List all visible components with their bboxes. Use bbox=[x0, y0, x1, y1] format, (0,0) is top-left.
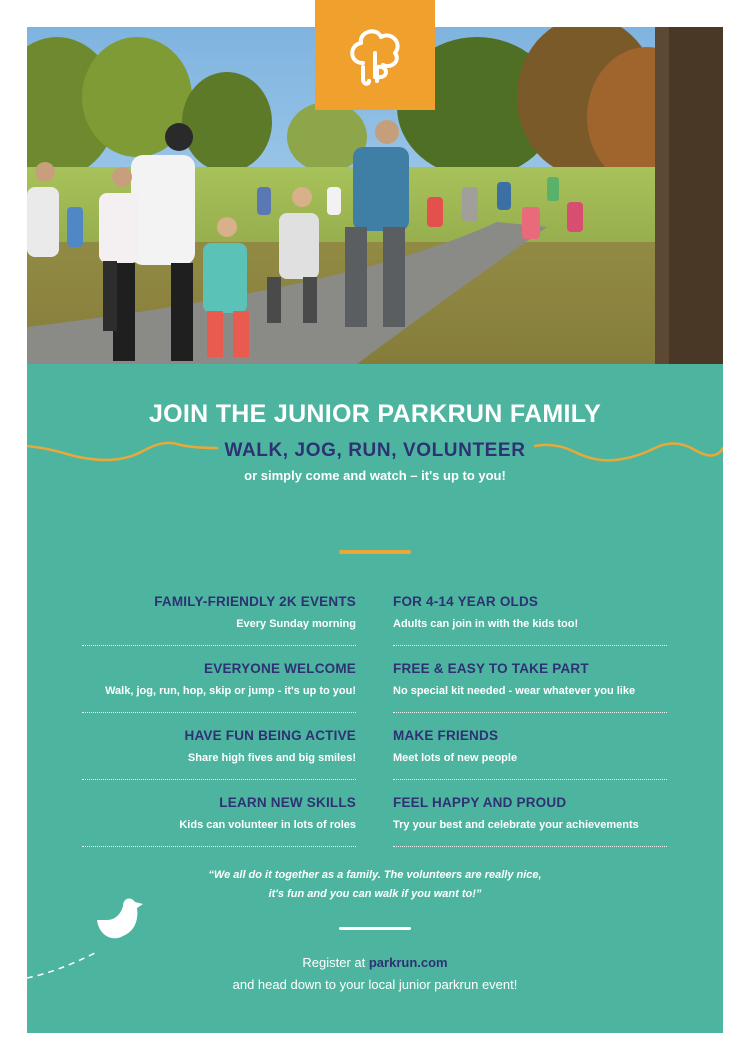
info-panel bbox=[27, 364, 723, 1033]
feature-description: Kids can volunteer in lots of roles bbox=[179, 819, 356, 831]
feature-title: FREE & EASY TO TAKE PART bbox=[393, 661, 589, 676]
feature-item bbox=[82, 724, 356, 780]
feature-row bbox=[82, 590, 667, 657]
feature-row bbox=[82, 724, 667, 791]
dotted-divider bbox=[393, 846, 667, 847]
orange-divider bbox=[339, 550, 411, 554]
feature-row bbox=[82, 791, 667, 858]
quote-line: it's fun and you can walk if you want to!” bbox=[268, 888, 482, 900]
feature-title: HAVE FUN BEING ACTIVE bbox=[184, 728, 356, 743]
parkrun-logo-badge bbox=[315, 0, 435, 110]
feature-title: FAMILY-FRIENDLY 2K EVENTS bbox=[154, 594, 356, 609]
parkrun-website-link[interactable]: parkrun.com bbox=[368, 955, 448, 970]
feature-title: EVERYONE WELCOME bbox=[204, 661, 356, 676]
feature-row bbox=[82, 657, 667, 724]
register-callout bbox=[27, 952, 723, 996]
feature-description: Walk, jog, run, hop, skip or jump - it's up to you! bbox=[105, 685, 356, 697]
register-subline: and head down to your local junior parkrun event! bbox=[232, 977, 518, 992]
dotted-divider bbox=[393, 645, 667, 646]
tagline: WALK, JOG, RUN, VOLUNTEER bbox=[224, 440, 526, 461]
feature-item bbox=[82, 590, 356, 646]
dotted-divider bbox=[82, 846, 356, 847]
dotted-divider bbox=[82, 779, 356, 780]
poster bbox=[27, 27, 723, 1033]
white-divider bbox=[339, 927, 411, 930]
feature-title: MAKE FRIENDS bbox=[393, 728, 499, 743]
register-line bbox=[27, 952, 723, 974]
parkrun-tree-logo-icon bbox=[343, 23, 407, 87]
feature-title: LEARN NEW SKILLS bbox=[219, 795, 356, 810]
feature-description: Share high fives and big smiles! bbox=[187, 752, 356, 764]
dotted-divider bbox=[393, 779, 667, 780]
feature-title: FEEL HAPPY AND PROUD bbox=[393, 795, 567, 810]
feature-item bbox=[393, 791, 667, 847]
feature-description: Meet lots of new people bbox=[393, 752, 518, 764]
feature-description: Every Sunday morning bbox=[236, 618, 356, 630]
feature-item bbox=[82, 657, 356, 713]
dotted-divider bbox=[393, 712, 667, 713]
feature-item bbox=[393, 724, 667, 780]
feature-description: Try your best and celebrate your achievements bbox=[393, 819, 639, 831]
feature-title: FOR 4-14 YEAR OLDS bbox=[393, 594, 539, 609]
dotted-divider bbox=[82, 645, 356, 646]
feature-item bbox=[393, 590, 667, 646]
feature-grid bbox=[82, 590, 667, 858]
dotted-divider bbox=[82, 712, 356, 713]
feature-description: Adults can join in with the kids too! bbox=[393, 618, 579, 630]
subline: or simply come and watch – it's up to you! bbox=[244, 468, 506, 483]
page-title: JOIN THE JUNIOR PARKRUN FAMILY bbox=[148, 400, 602, 428]
feature-item bbox=[82, 791, 356, 847]
feature-item bbox=[393, 657, 667, 713]
quote-line: “We all do it together as a family. The volunteers are really nice, bbox=[208, 869, 542, 881]
register-prefix: Register at bbox=[302, 955, 369, 970]
feature-description: No special kit needed - wear whatever you like bbox=[393, 685, 636, 697]
